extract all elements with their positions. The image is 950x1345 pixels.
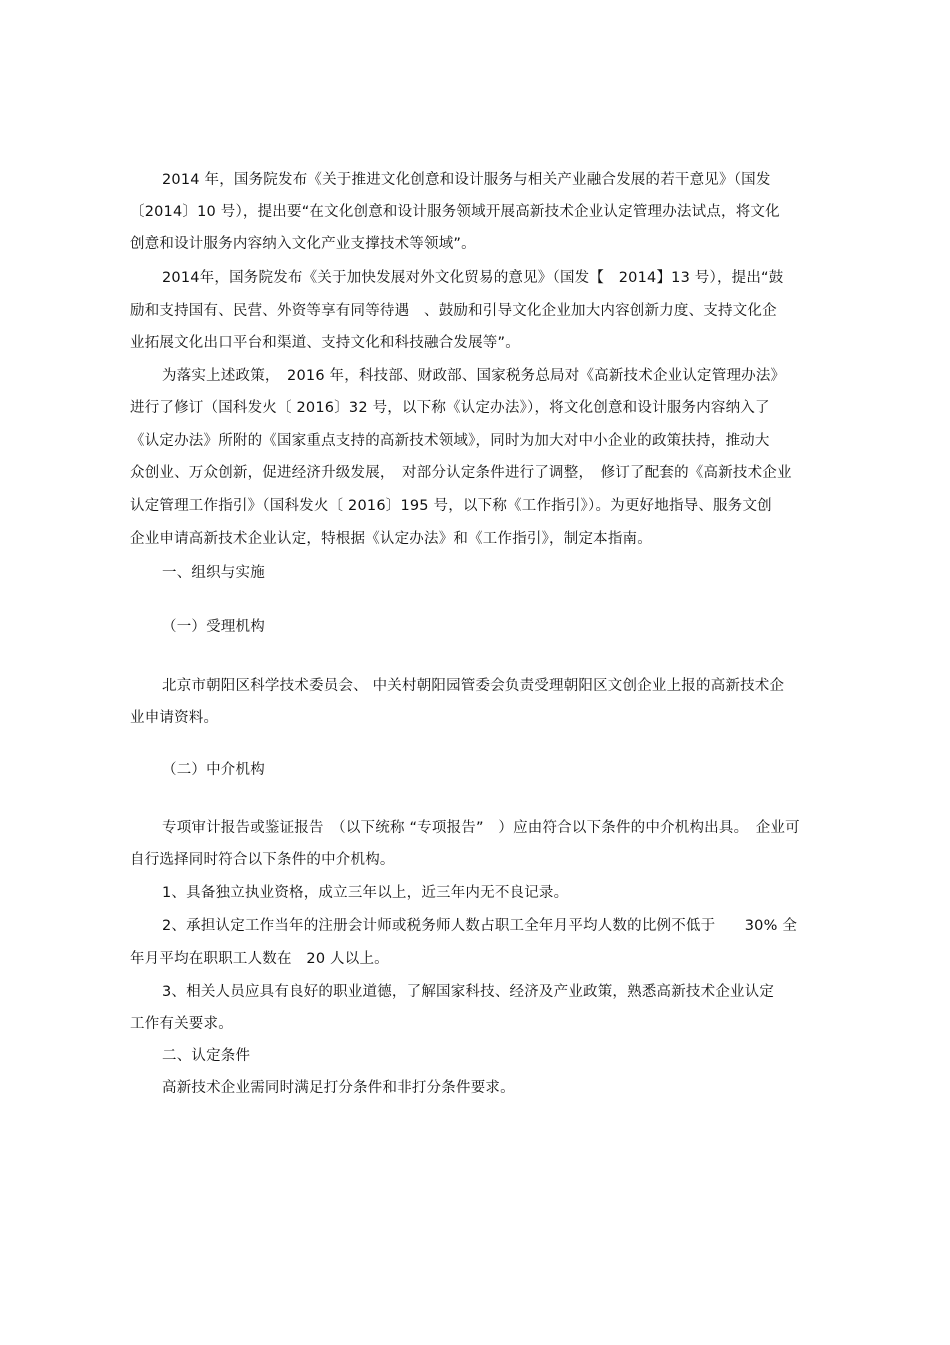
paragraph-6-line-1: 高新技术企业需同时满足打分条件和非打分条件要求。 — [162, 1080, 515, 1096]
list-item-2-line-1: 2、承担认定工作当年的注册会计师或税务师人数占职工全年月平均人数的比例不低于 30% 全 — [162, 918, 798, 934]
list-item-2-line-2: 年月平均在职职工人数在 20 人以上。 — [130, 951, 389, 967]
paragraph-1-line-2: 〔2014〕10 号），提出要“在文化创意和设计服务领域开展高新技术企业认定管理办法试点，将文化 — [130, 204, 780, 220]
paragraph-2-line-3: 业拓展文化出口平台和渠道、支持文化和科技融合发展等”。 — [130, 335, 520, 351]
list-item-1: 1、具备独立执业资格，成立三年以上，近三年内无不良记录。 — [162, 885, 569, 901]
paragraph-3-line-6: 企业申请高新技术企业认定，特根据《认定办法》和《工作指引》，制定本指南。 — [130, 531, 652, 547]
paragraph-1-line-3: 创意和设计服务内容纳入文化产业支撑技术等领域”。 — [130, 236, 476, 252]
section-heading-conditions: 二、认定条件 — [162, 1048, 251, 1064]
section-heading-organization: 一、组织与实施 — [162, 565, 265, 581]
paragraph-3-line-1: 为落实上述政策， 2016 年，科技部、财政部、国家税务总局对《高新技术企业认定管理办法》 — [162, 368, 786, 384]
paragraph-4-line-2: 业申请资料。 — [130, 710, 219, 726]
paragraph-3-line-5: 认定管理工作指引》（国科发火〔 2016〕195 号，以下称《工作指引》）。为更好地指导、服务文创 — [130, 498, 772, 514]
paragraph-1-line-1: 2014 年，国务院发布《关于推进文化创意和设计服务与相关产业融合发展的若干意见》（国发 — [162, 172, 771, 188]
subsection-heading-acceptance-agency: （一）受理机构 — [162, 619, 265, 635]
paragraph-3-line-4: 众创业、万众创新，促进经济升级发展， 对部分认定条件进行了调整， 修订了配套的《高新技术企业 — [130, 465, 792, 481]
subsection-heading-intermediary: （二）中介机构 — [162, 762, 265, 778]
list-item-3-line-2: 工作有关要求。 — [130, 1016, 233, 1032]
paragraph-2-line-1: 2014年，国务院发布《关于加快发展对外文化贸易的意见》（国发【 2014】13 号），提出“鼓 — [162, 270, 784, 286]
paragraph-3-line-2: 进行了修订（国科发火〔 2016〕32 号，以下称《认定办法》），将文化创意和设计服务内容纳入了 — [130, 400, 770, 416]
paragraph-4-line-1: 北京市朝阳区科学技术委员会、 中关村朝阳园管委会负责受理朝阳区文创企业上报的高新技术企 — [162, 678, 785, 694]
paragraph-5-line-2: 自行选择同时符合以下条件的中介机构。 — [130, 852, 395, 868]
paragraph-3-line-3: 《认定办法》所附的《国家重点支持的高新技术领域》，同时为加大对中小企业的政策扶持，推动大 — [130, 433, 770, 449]
paragraph-2-line-2: 励和支持国有、民营、外资等享有同等待遇 、鼓励和引导文化企业加大内容创新力度、支持文化企 — [130, 303, 777, 319]
list-item-3-line-1: 3、相关人员应具有良好的职业道德，了解国家科技、经济及产业政策，熟悉高新技术企业认定 — [162, 984, 775, 1000]
paragraph-5-line-1: 专项审计报告或鉴证报告 （以下统称 “专项报告” ）应由符合以下条件的中介机构出具。 企业可 — [162, 820, 800, 836]
